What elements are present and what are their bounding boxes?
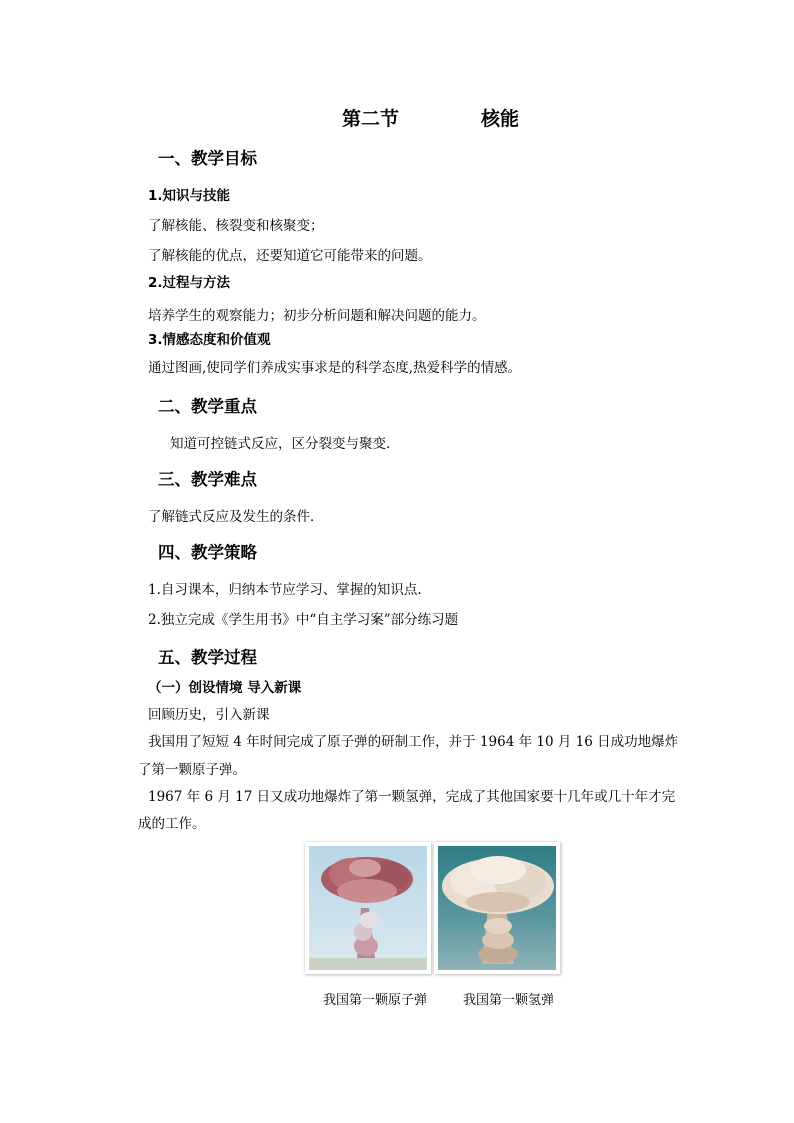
atomic-bomb-image <box>309 846 427 970</box>
strategy-item: 1.自习课本，归纳本节应学习、掌握的知识点. <box>148 582 422 598</box>
subheading-intro: （一）创设情境 导入新课 <box>148 680 302 696</box>
goal-line: 通过图画,使同学们养成实事求是的科学态度,热爱科学的情感。 <box>148 360 522 376</box>
title-section-number: 第二节 <box>342 108 400 130</box>
atomic-bomb-photo <box>305 842 431 974</box>
process-paragraph-line: 成的工作。 <box>138 816 206 832</box>
heading-strategy: 四、教学策略 <box>158 543 257 562</box>
caption-hydrogen-bomb: 我国第一颗氢弹 <box>463 993 555 1008</box>
title-topic: 核能 <box>481 108 520 130</box>
goal-line: 了解核能、核裂变和核聚变； <box>148 218 324 234</box>
heading-process: 五、教学过程 <box>158 648 257 667</box>
page-title <box>0 104 794 132</box>
hydrogen-bomb-image <box>438 846 556 970</box>
difficulty-text: 了解链式反应及发生的条件． <box>148 509 324 525</box>
hydrogen-bomb-photo <box>434 842 560 974</box>
key-point-text: 知道可控链式反应，区分裂变与聚变． <box>170 436 400 452</box>
heading-difficulties: 三、教学难点 <box>158 470 257 489</box>
subheading-emotion-values: 3.情感态度和价值观 <box>148 332 271 348</box>
process-paragraph-line: 了第一颗原子弹。 <box>138 762 246 778</box>
goal-line: 了解核能的优点，还要知道它可能带来的问题。 <box>148 248 432 264</box>
caption-atomic-bomb: 我国第一颗原子弹 <box>323 993 428 1008</box>
subheading-knowledge-skills: 1.知识与技能 <box>148 188 231 204</box>
process-line: 回顾历史，引入新课 <box>148 707 270 723</box>
heading-teaching-goals: 一、教学目标 <box>158 149 257 168</box>
process-paragraph-line: 1967 年 6 月 17 日又成功地爆炸了第一颗氢弹，完成了其他国家要十几年或几十年才完 <box>148 789 676 805</box>
heading-key-points: 二、教学重点 <box>158 397 257 416</box>
subheading-process-method: 2.过程与方法 <box>148 275 231 291</box>
process-paragraph-line: 我国用了短短 4 年时间完成了原子弹的研制工作，并于 1964 年 10 月 16 日成功地爆炸 <box>148 734 679 750</box>
goal-line: 培养学生的观察能力；初步分析问题和解决问题的能力。 <box>148 308 486 324</box>
strategy-item: 2.独立完成《学生用书》中“自主学习案”部分练习题 <box>148 612 459 628</box>
